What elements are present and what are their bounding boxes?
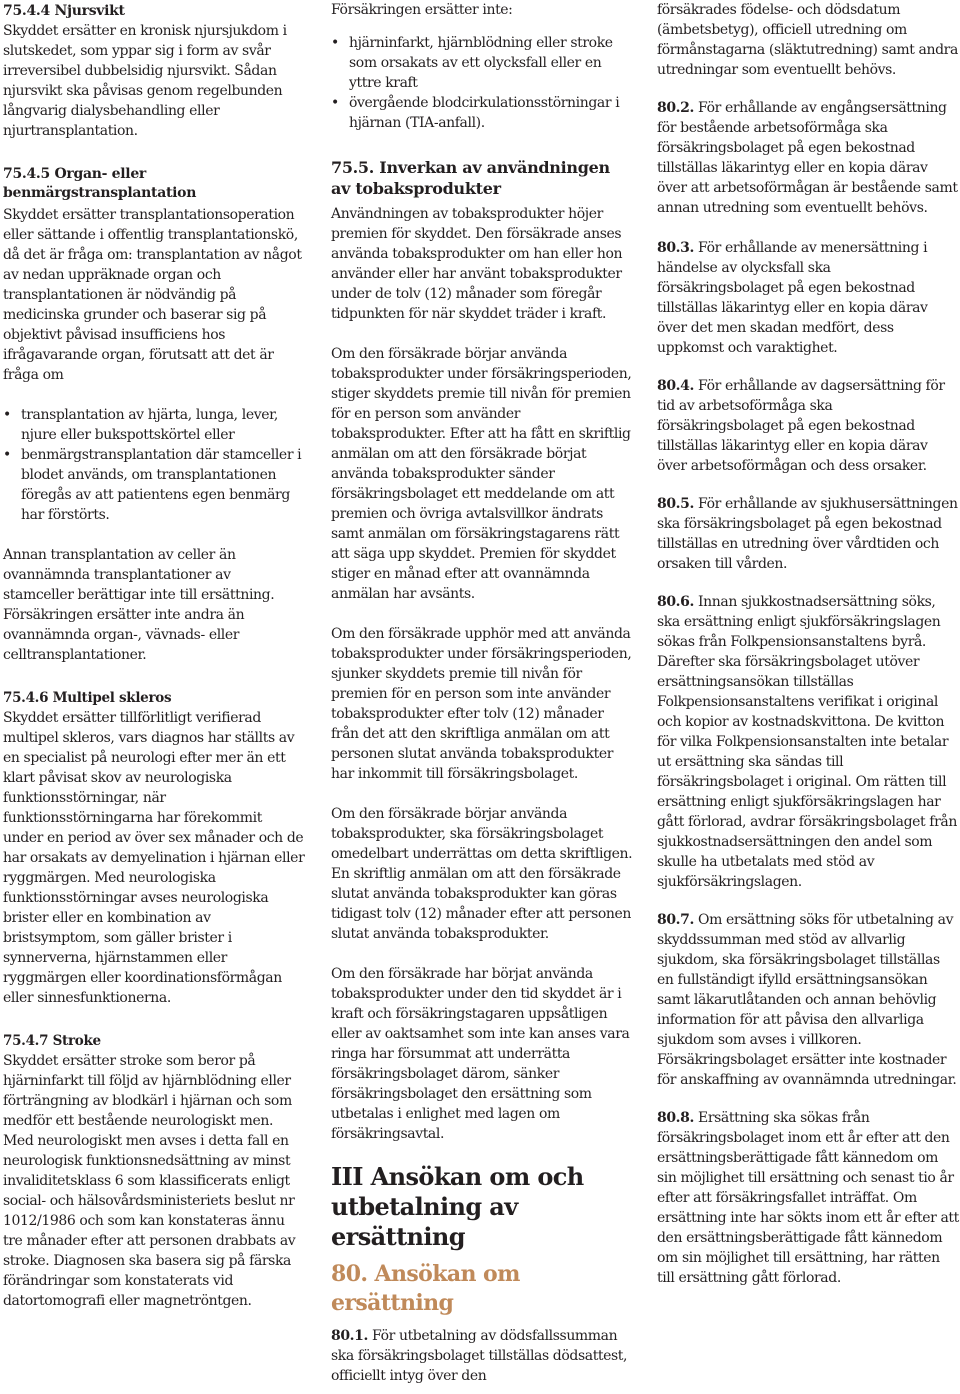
paragraph-80-7 <box>657 910 960 1090</box>
paragraph-continued: försäkrades födelse- och dödsdatum (ämbetsbetyg), officiell utredning om förmånstagarna (släktutredning) samt andra utredningar som eventuellt behövs. <box>657 2 958 78</box>
paragraph-75-5-c: Om den försäkrade upphör med att använda tobaksprodukter under försäkringsperioden, sjunker skyddets premie till nivån för premien för en person som inte använder tobaksprodukter efter tolv (12) månader från det att den skriftliga anmälan om att personen slutat använda tobaksprodukter har inkommit till försäkringsbolaget. <box>331 626 632 782</box>
paragraph-75-5-b: Om den försäkrade börjar använda tobaksprodukter under försäkringsperioden, stiger skyddets premie till nivån för premien för en person som använder tobaksprodukter. Efter att ha fått en skriftlig anmälan om att den försäkrade börjat använda tobaksprodukter sänder försäkringsbolaget ett meddelande om att premien och övriga avtalsvillkor ändrats samt anmälan om försäkringstagarens rätt att säga upp skyddet. Premien för skyddet stiger en månad efter att ovannämnda anmälan har avsänts. <box>331 346 632 602</box>
paragraph-80-8 <box>657 1108 960 1288</box>
bullet-list-75-4-5 <box>3 405 305 525</box>
list-item: • benmärgstransplantation där stamceller i blodet används, om transplantationen föregås av att patientens egen benmärg har förstörts. <box>3 445 305 525</box>
heading-75-4-5: 75.4.5 Organ- eller benmärgstransplantation <box>3 166 197 201</box>
section-text: För erhållande av menersättning i händelse av olycksfall ska försäkringsbolaget på egen bekostnad tillställas läkarintyg eller en kopia därav över det men skadan medfört, dess uppkomst och varaktighet. <box>657 240 928 356</box>
paragraph-75-5-a: Användningen av tobaksprodukter höjer premien för skyddet. Den försäkrade anses använda tobaksprodukter om han eller hon använder eller har använt tobaksprodukter under de tolv (12) månader som föregår tidpunkten för när skyddet träder i kraft. <box>331 206 623 322</box>
section-number: 80.3. <box>657 240 694 256</box>
paragraph-80-3 <box>657 238 960 358</box>
paragraph-75-4-4: Skyddet ersätter en kronisk njursjukdom i slutskedet, som yppar sig i form av svår irreversibel dubbelsidig njursvikt. Sådan njursvikt ska påvisas genom regelbunden långvarig dialysbehandling eller njurtransplantation. <box>3 23 287 139</box>
paragraph-intro: Försäkringen ersätter inte: <box>331 2 513 18</box>
paragraph-80-1 <box>331 1326 633 1386</box>
list-item: • övergående blodcirkulationsstörningar i hjärnan (TIA-anfall). <box>331 93 633 133</box>
section-number: 80.5. <box>657 496 694 512</box>
section-number: 80.7. <box>657 912 694 928</box>
heading-75-5: 75.5. Inverkan av användningen av tobaksprodukter <box>331 158 610 198</box>
paragraph-80-6 <box>657 592 960 892</box>
section-text: För erhållande av sjukhusersättningen ska försäkringsbolaget på egen bekostnad tillställas en utredning över vårdtiden och orsaken till vården. <box>657 496 958 572</box>
column-3 <box>657 0 960 1288</box>
paragraph-75-4-6: Skyddet ersätter tillförlitligt verifierad multipel skleros, vars diagnos har ställts av en specialist på neurologi efter mer än ett klart påvisat skov av neurologiska funktionsstörningar, när funktionsstörningarna har förekommit under en period av över sex månader och de har orsakats av demyelination i hjärnan eller ryggmärgen. Med neurologiska funktionsstörningar avses neurologiska brister eller en kombination av bristsymptom, som gäller brister i synnerverna, hjärnstammen eller ryggmärgen eller koordinationsförmågan eller sinnesfunktionerna. <box>3 710 305 1006</box>
list-item: • hjärninfarkt, hjärnblödning eller stroke som orsakats av ett olycksfall eller en yttre kraft <box>331 33 633 93</box>
part-3-heading: III Ansökan om och utbetalning av ersättning <box>331 1162 584 1251</box>
column-1 <box>3 0 305 1311</box>
section-number: 80.8. <box>657 1110 694 1126</box>
paragraph-80-4 <box>657 376 960 476</box>
heading-75-4-6: 75.4.6 Multipel skleros <box>3 690 172 706</box>
section-text: Innan sjukkostnadsersättning söks, ska ersättning enligt sjukförsäkringslagen sökas från Folkpensionsanstaltens byrå. Därefter ska försäkringsbolaget utöver ersättningsansökan tillställas Folkpensionsanstaltens verifikat i original och kopior av kostnadskvittona. De kvitton för vilka Folkpensionsanstalten inte betalar ut ersättning ska sändas till försäkringsbolaget i original. Om rätten till ersättning enligt sjukförsäkringslagen har gått förlorad, avdrar försäkringsbolaget från sjukkostnadsersättningen den andel som skulle ha utbetalats med stöd av sjukförsäkringslagen. <box>657 594 957 890</box>
paragraph-80-5 <box>657 494 960 574</box>
list-item: • transplantation av hjärta, lunga, lever, njure eller bukspottskörtel eller <box>3 405 305 445</box>
paragraph-75-4-5-b: Annan transplantation av celler än ovannämnda transplantationer av stamceller berättigar inte till ersättning. Försäkringen ersätter inte andra än ovannämnda organ-, vävnads- eller celltransplantationer. <box>3 547 275 663</box>
paragraph-80-2 <box>657 98 960 218</box>
section-number: 80.1. <box>331 1328 368 1344</box>
paragraph-75-5-e: Om den försäkrade har börjat använda tobaksprodukter under den tid skyddet är i kraft och försäkringstagaren uppsåtligen eller av oaktsamhet som inte kan anses vara ringa har försummat att underrätta försäkringsbolaget därom, sänker försäkringsbolaget den ersättning som utbetalas i enlighet med lagen om försäkringsavtal. <box>331 966 630 1142</box>
heading-75-4-7: 75.4.7 Stroke <box>3 1033 101 1049</box>
section-text: För erhållande av engångsersättning för bestående arbetsoförmåga ska försäkringsbolaget på egen bekostnad tillställas läkarintyg eller en kopia därav över att arbetsoförmågan är bestående samt annan utredning som eventuellt behövs. <box>657 100 958 216</box>
section-80-heading: 80. Ansökan om ersättning <box>331 1261 520 1316</box>
paragraph-75-4-5: Skyddet ersätter transplantationsoperation eller sättande i offentlig transplantationskö, då det är fråga om: transplantation av något av nedan uppräknade organ och transplantationen är nödvändig på medicinska grunder och baserar sig på objektivt påvisad insufficiens hos ifrågavarande organ, förutsatt att det är fråga om <box>3 207 302 383</box>
section-text: För utbetalning av dödsfallssumman ska försäkringsbolaget tillställas dödsattest, officiellt intyg över den <box>331 1328 628 1384</box>
section-text: Ersättning ska sökas från försäkringsbolaget inom ett år efter att den ersättningsberättigade fått kännedom om sin möjlighet till ersättning och senast tio år efter att försäkringsfallet inträffat. Om ersättning inte har sökts inom ett år efter att den ersättningsberättigade fått kännedom om sin möjlighet till ersättning, har rätten till ersättning gått förlorad. <box>657 1110 959 1286</box>
section-number: 80.4. <box>657 378 694 394</box>
paragraph-75-5-d: Om den försäkrade börjar använda tobaksprodukter, ska försäkringsbolaget omedelbart underrättas om detta skriftligen. En skriftlig anmälan om att den försäkrade slutat använda tobaksprodukter kan göras tidigast tolv (12) månader efter att personen slutat använda tobaksprodukter. <box>331 806 633 942</box>
heading-75-4-4: 75.4.4 Njursvikt <box>3 3 125 19</box>
paragraph-75-4-7: Skyddet ersätter stroke som beror på hjärninfarkt till följd av hjärnblödning eller förträngning av blodkärl i hjärnan och som medför ett bestående neurologiskt men. Med neurologiskt men avses i detta fall en neurologisk funktionsnedsättning av minst invaliditetsklass 6 som klassificerats enligt social- och hälsovårdsministeriets beslut nr 1012/1986 och som kan konstateras ännu tre månader efter att personen drabbats av stroke. Diagnosen ska basera sig på färska förändringar som konstaterats vid datortomografi eller magnetröntgen. <box>3 1053 296 1309</box>
section-number: 80.6. <box>657 594 694 610</box>
section-text: Om ersättning söks för utbetalning av skyddssumman med stöd av allvarlig sjukdom, ska försäkringsbolaget tillställas en fullständigt ifylld ersättningsansökan samt läkarutlåtanden och annan behövlig information för att påvisa den allvarliga sjukdom som avses i villkoren. Försäkringsbolaget ersätter inte kostnader för anskaffning av ovannämnda utredningar. <box>657 912 957 1088</box>
bullet-list-exclusions <box>331 33 633 133</box>
column-2 <box>331 0 633 1386</box>
section-text: För erhållande av dagsersättning för tid av arbetsoförmåga ska försäkringsbolaget på egen bekostnad tillställas läkarintyg eller en kopia därav över arbetsoförmågan och dess orsaker. <box>657 378 945 474</box>
section-number: 80.2. <box>657 100 694 116</box>
